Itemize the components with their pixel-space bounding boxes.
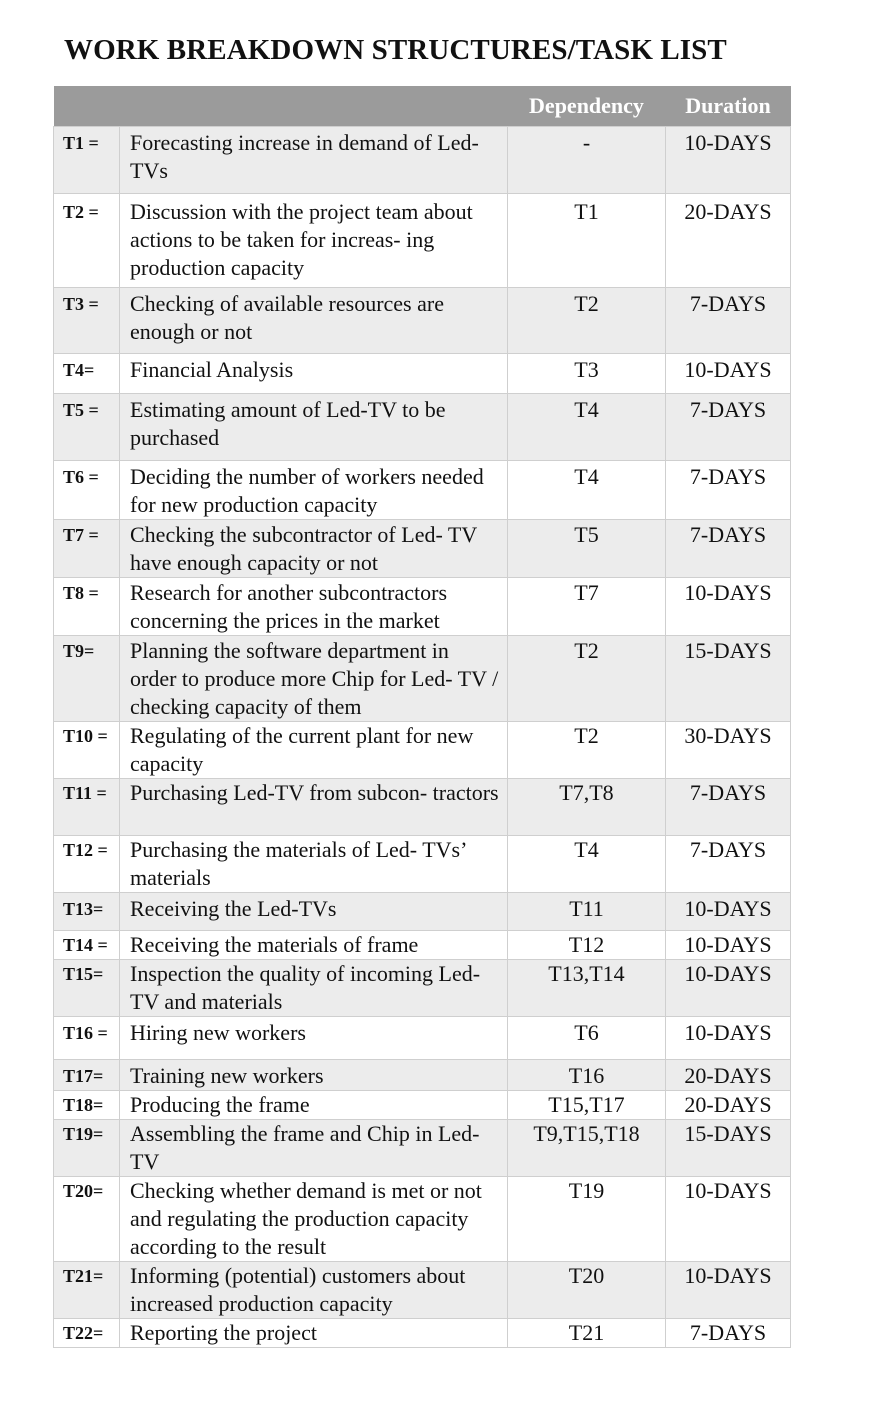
task-dependency: T1 xyxy=(508,193,666,287)
task-duration: 7-DAYS xyxy=(666,393,791,460)
task-description: Hiring new workers xyxy=(120,1016,508,1059)
task-dependency: T4 xyxy=(508,460,666,519)
table-row xyxy=(54,353,791,393)
task-id: T15= xyxy=(54,959,120,1016)
task-description: Informing (potential) customers about increased production capacity xyxy=(120,1261,508,1318)
task-description: Discussion with the project team about actions to be taken for increas- ing production capacity xyxy=(120,193,508,287)
task-id: T10 = xyxy=(54,721,120,778)
task-duration: 30-DAYS xyxy=(666,721,791,778)
task-duration: 7-DAYS xyxy=(666,287,791,353)
header-id xyxy=(54,86,120,126)
task-duration: 20-DAYS xyxy=(666,1090,791,1119)
task-id: T8 = xyxy=(54,577,120,635)
header-description xyxy=(120,86,508,126)
task-duration: 10-DAYS xyxy=(666,577,791,635)
task-id: T4= xyxy=(54,353,120,393)
task-id: T19= xyxy=(54,1119,120,1176)
table-row xyxy=(54,1119,791,1176)
task-table xyxy=(53,86,791,1348)
task-id: T17= xyxy=(54,1059,120,1090)
task-duration: 10-DAYS xyxy=(666,930,791,959)
task-dependency: T6 xyxy=(508,1016,666,1059)
table-row xyxy=(54,1176,791,1261)
table-row xyxy=(54,892,791,930)
task-dependency: T5 xyxy=(508,519,666,577)
task-dependency: T2 xyxy=(508,635,666,721)
task-id: T5 = xyxy=(54,393,120,460)
task-duration: 10-DAYS xyxy=(666,1176,791,1261)
task-dependency: T4 xyxy=(508,393,666,460)
task-id: T11 = xyxy=(54,778,120,835)
task-id: T9= xyxy=(54,635,120,721)
task-dependency: - xyxy=(508,126,666,193)
task-description: Receiving the Led-TVs xyxy=(120,892,508,930)
task-dependency: T21 xyxy=(508,1318,666,1347)
task-duration: 15-DAYS xyxy=(666,1119,791,1176)
task-dependency: T19 xyxy=(508,1176,666,1261)
task-description: Research for another subcontractors concerning the prices in the market xyxy=(120,577,508,635)
task-duration: 10-DAYS xyxy=(666,959,791,1016)
task-dependency: T12 xyxy=(508,930,666,959)
task-id: T22= xyxy=(54,1318,120,1347)
header-duration: Duration xyxy=(685,92,771,118)
task-duration: 10-DAYS xyxy=(666,353,791,393)
task-dependency: T7,T8 xyxy=(508,778,666,835)
table-row xyxy=(54,930,791,959)
task-dependency: T4 xyxy=(508,835,666,892)
task-id: T7 = xyxy=(54,519,120,577)
task-id: T12 = xyxy=(54,835,120,892)
page-title: WORK BREAKDOWN STRUCTURES/TASK LIST xyxy=(64,34,727,66)
task-dependency: T7 xyxy=(508,577,666,635)
task-duration: 10-DAYS xyxy=(666,892,791,930)
task-description: Inspection the quality of incoming Led-TV and materials xyxy=(120,959,508,1016)
task-description: Training new workers xyxy=(120,1059,508,1090)
task-description: Financial Analysis xyxy=(120,353,508,393)
table-row xyxy=(54,287,791,353)
task-description: Deciding the number of workers needed for new production capacity xyxy=(120,460,508,519)
table-row xyxy=(54,460,791,519)
task-duration: 7-DAYS xyxy=(666,1318,791,1347)
table-row xyxy=(54,193,791,287)
header-dependency: Dependency xyxy=(529,92,644,118)
task-dependency: T16 xyxy=(508,1059,666,1090)
task-id: T3 = xyxy=(54,287,120,353)
task-duration: 10-DAYS xyxy=(666,1261,791,1318)
task-dependency: T20 xyxy=(508,1261,666,1318)
task-id: T14 = xyxy=(54,930,120,959)
task-id: T1 = xyxy=(54,126,120,193)
task-description: Estimating amount of Led-TV to be purchased xyxy=(120,393,508,460)
table-row xyxy=(54,721,791,778)
task-dependency: T13,T14 xyxy=(508,959,666,1016)
task-id: T20= xyxy=(54,1176,120,1261)
table-row xyxy=(54,577,791,635)
task-id: T2 = xyxy=(54,193,120,287)
task-id: T21= xyxy=(54,1261,120,1318)
task-dependency: T15,T17 xyxy=(508,1090,666,1119)
task-id: T13= xyxy=(54,892,120,930)
task-description: Reporting the project xyxy=(120,1318,508,1347)
task-dependency: T2 xyxy=(508,287,666,353)
table-row xyxy=(54,1016,791,1059)
table-row xyxy=(54,519,791,577)
table-row xyxy=(54,126,791,193)
table-row xyxy=(54,1059,791,1090)
task-description: Checking whether demand is met or not and regulating the production capacity according to the result xyxy=(120,1176,508,1261)
task-dependency: T9,T15,T18 xyxy=(508,1119,666,1176)
table-row xyxy=(54,1261,791,1318)
task-duration: 7-DAYS xyxy=(666,835,791,892)
task-description: Checking of available resources are enough or not xyxy=(120,287,508,353)
table-row xyxy=(54,1090,791,1119)
table-row xyxy=(54,959,791,1016)
task-id: T16 = xyxy=(54,1016,120,1059)
table-header-row xyxy=(54,86,791,126)
task-description: Receiving the materials of frame xyxy=(120,930,508,959)
task-id: T18= xyxy=(54,1090,120,1119)
task-duration: 15-DAYS xyxy=(666,635,791,721)
table-row xyxy=(54,1318,791,1347)
task-description: Planning the software department in order to produce more Chip for Led- TV / checking capacity of them xyxy=(120,635,508,721)
task-dependency: T2 xyxy=(508,721,666,778)
task-description: Checking the subcontractor of Led- TV have enough capacity or not xyxy=(120,519,508,577)
task-duration: 7-DAYS xyxy=(666,519,791,577)
task-description: Regulating of the current plant for new capacity xyxy=(120,721,508,778)
task-id: T6 = xyxy=(54,460,120,519)
table-row xyxy=(54,393,791,460)
task-duration: 10-DAYS xyxy=(666,1016,791,1059)
task-description: Assembling the frame and Chip in Led-TV xyxy=(120,1119,508,1176)
task-duration: 20-DAYS xyxy=(666,193,791,287)
task-description: Purchasing the materials of Led- TVs’ materials xyxy=(120,835,508,892)
task-duration: 7-DAYS xyxy=(666,778,791,835)
task-duration: 7-DAYS xyxy=(666,460,791,519)
task-dependency: T3 xyxy=(508,353,666,393)
task-duration: 10-DAYS xyxy=(666,126,791,193)
table-row xyxy=(54,778,791,835)
table-row xyxy=(54,635,791,721)
task-duration: 20-DAYS xyxy=(666,1059,791,1090)
task-dependency: T11 xyxy=(508,892,666,930)
table-row xyxy=(54,835,791,892)
task-description: Forecasting increase in demand of Led-TVs xyxy=(120,126,508,193)
task-description: Producing the frame xyxy=(120,1090,508,1119)
task-description: Purchasing Led-TV from subcon- tractors xyxy=(120,778,508,835)
